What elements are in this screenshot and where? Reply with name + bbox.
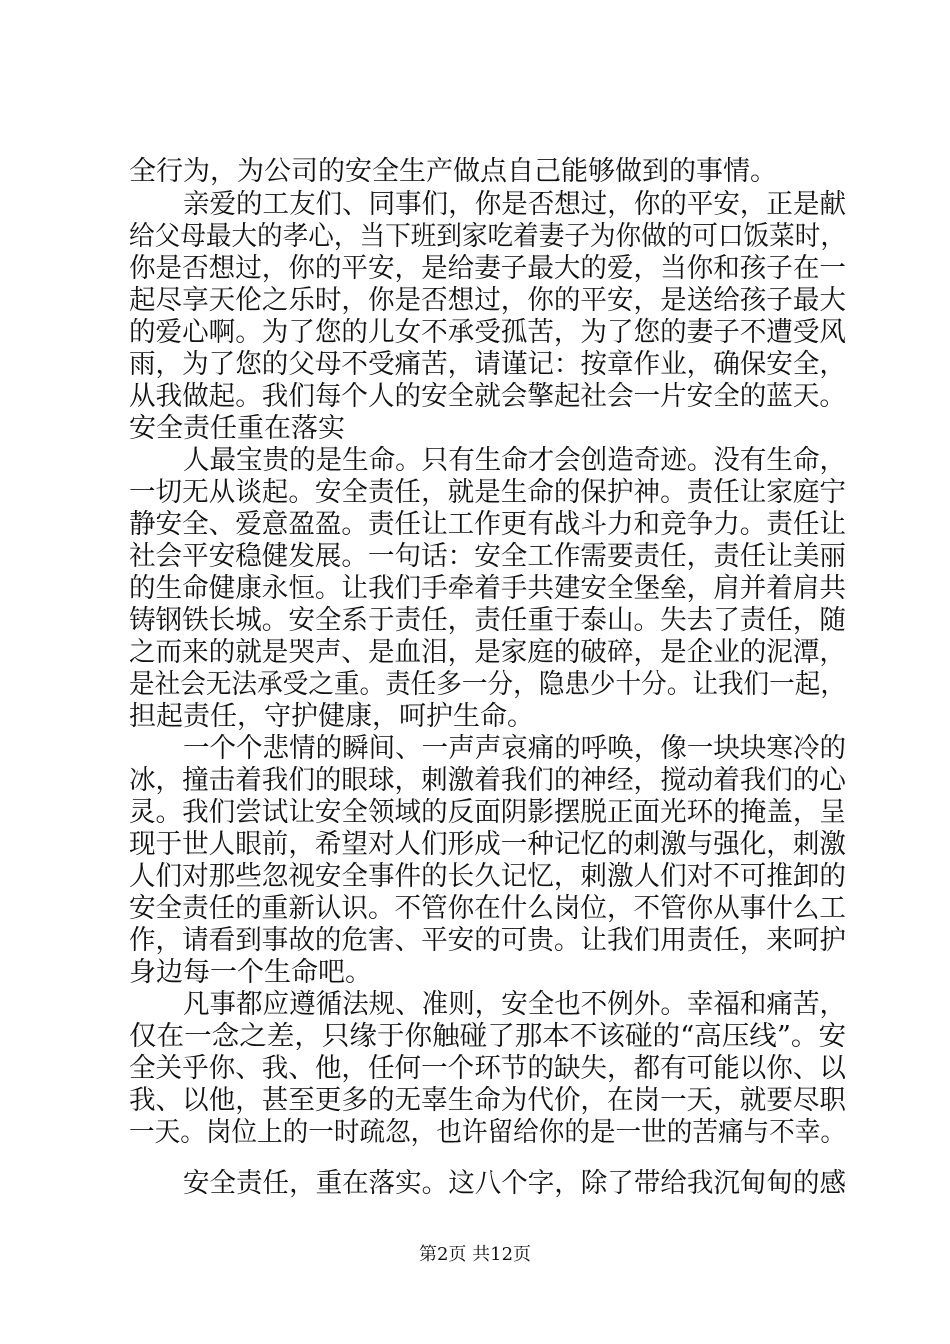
text-line — [0, 1020, 950, 1054]
text-line-content: 安全责任的重新认识。不管你在什么岗位，不管你从事什么工 — [129, 893, 846, 924]
text-line-content: 一天。岗位上的一时疏忽，也许留给你的是一世的苦痛与不幸。 — [129, 1117, 846, 1148]
text-line-content: 起尽享天伦之乐时，你是否想过，你的平安，是送给孩子最大 — [129, 285, 846, 316]
text-line — [0, 1052, 950, 1086]
text-line-content: 冰，撞击着我们的眼球，刺激着我们的神经，搅动着我们的心 — [129, 765, 846, 796]
text-line — [0, 1116, 950, 1150]
text-line — [0, 924, 950, 958]
text-line-content: 作，请看到事故的危害、平安的可贵。让我们用责任，来呵护 — [129, 925, 846, 956]
text-line — [0, 1084, 950, 1118]
text-line — [0, 572, 950, 606]
text-line — [0, 828, 950, 862]
text-line — [0, 956, 950, 990]
text-line — [0, 476, 950, 510]
text-line — [0, 316, 950, 350]
text-line — [0, 860, 950, 894]
text-line — [0, 988, 950, 1022]
text-line-content: 安全责任，重在落实。这八个字，除了带给我沉甸甸的感 — [183, 1168, 846, 1199]
text-line — [0, 540, 950, 574]
text-line — [0, 796, 950, 830]
text-line-content: 现于世人眼前，希望对人们形成一种记忆的刺激与强化，刺激 — [129, 829, 846, 860]
page-footer: 第2页 共12页 — [418, 1244, 532, 1265]
text-line — [0, 252, 950, 286]
section-heading — [0, 412, 950, 446]
text-line — [0, 892, 950, 926]
section-heading-text: 安全责任重在落实 — [129, 413, 345, 444]
text-line — [0, 636, 950, 670]
text-line-content: 是社会无法承受之重。责任多一分，隐患少十分。让我们一起， — [129, 669, 846, 700]
text-line-content: 全关乎你、我、他，任何一个环节的缺失，都有可能以你、以 — [129, 1053, 846, 1084]
text-line-content: 铸钢铁长城。安全系于责任，责任重于泰山。失去了责任，随 — [129, 605, 846, 636]
text-line-content: 一个个悲情的瞬间、一声声哀痛的呼唤，像一块块寒冷的 — [183, 733, 846, 764]
text-line-content: 你是否想过，你的平安，是给妻子最大的爱，当你和孩子在一 — [129, 253, 846, 284]
text-line — [0, 700, 950, 734]
text-line-content: 社会平安稳健发展。一句话：安全工作需要责任，责任让美丽 — [129, 541, 846, 572]
text-line — [0, 444, 950, 478]
text-line-content: 我、以他，甚至更多的无辜生命为代价，在岗一天，就要尽职 — [129, 1085, 846, 1116]
text-line — [0, 380, 950, 414]
text-line-content: 凡事都应遵循法规、准则，安全也不例外。幸福和痛苦， — [183, 989, 846, 1020]
text-line-content: 静安全、爱意盈盈。责任让工作更有战斗力和竞争力。责任让 — [129, 509, 846, 540]
text-line — [0, 188, 950, 222]
text-line-content: 雨，为了您的父母不受痛苦，请谨记：按章作业，确保安全， — [129, 349, 846, 380]
text-line — [0, 604, 950, 638]
text-line — [0, 348, 950, 382]
text-line-content: 担起责任，守护健康，呵护生命。 — [129, 701, 534, 732]
text-line-content: 的爱心啊。为了您的儿女不承受孤苦，为了您的妻子不遭受风 — [129, 317, 846, 348]
text-line-content: 亲爱的工友们、同事们，你是否想过，你的平安，正是献 — [183, 189, 846, 220]
text-line-content: 之而来的就是哭声、是血泪，是家庭的破碎，是企业的泥潭， — [129, 637, 846, 668]
text-line — [0, 1167, 950, 1201]
text-line-content: 一切无从谈起。安全责任，就是生命的保护神。责任让家庭宁 — [129, 477, 846, 508]
text-line — [0, 220, 950, 254]
text-line-content: 人们对那些忽视安全事件的长久记忆，刺激人们对不可推卸的 — [129, 861, 846, 892]
text-line-content: 全行为，为公司的安全生产做点自己能够做到的事情。 — [129, 156, 777, 187]
text-line-content: 从我做起。我们每个人的安全就会擎起社会一片安全的蓝天。 — [129, 381, 846, 412]
text-line — [0, 508, 950, 542]
text-line — [0, 284, 950, 318]
text-line-content: 人最宝贵的是生命。只有生命才会创造奇迹。没有生命， — [183, 445, 846, 476]
text-line — [0, 764, 950, 798]
text-line-content: 给父母最大的孝心，当下班到家吃着妻子为你做的可口饭菜时， — [129, 221, 846, 252]
text-line — [0, 668, 950, 702]
text-line-content: 身边每一个生命吧。 — [129, 957, 372, 988]
text-line-content: 的生命健康永恒。让我们手牵着手共建安全堡垒，肩并着肩共 — [129, 573, 846, 604]
text-line-content: 仅在一念之差，只缘于你触碰了那本不该碰的“高压线”。安 — [129, 1021, 847, 1052]
text-line — [0, 732, 950, 766]
text-line-content: 灵。我们尝试让安全领域的反面阴影摆脱正面光环的掩盖，呈 — [129, 797, 846, 828]
text-line — [0, 155, 950, 189]
